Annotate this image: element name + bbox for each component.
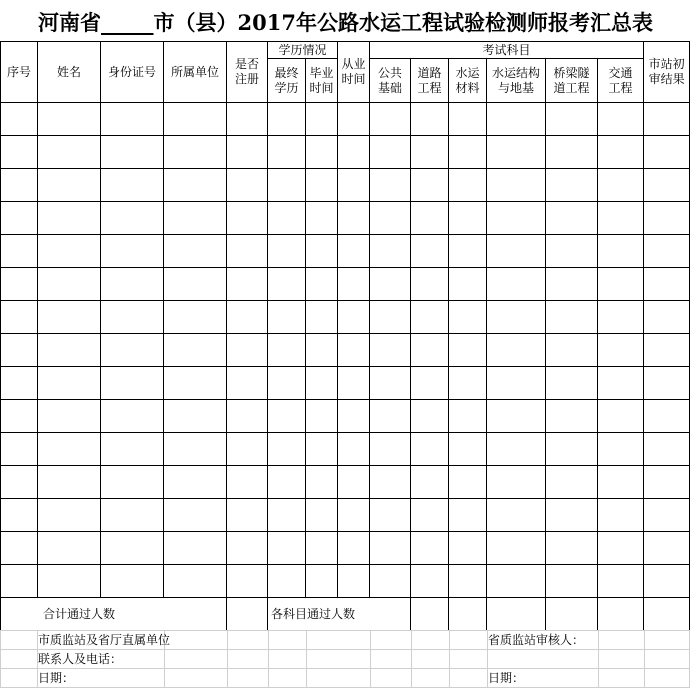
table-cell[interactable] (487, 235, 546, 268)
table-cell[interactable] (546, 136, 598, 169)
table-cell[interactable] (338, 499, 370, 532)
table-cell[interactable] (487, 169, 546, 202)
table-cell[interactable] (38, 169, 101, 202)
table-cell[interactable] (644, 532, 690, 565)
table-cell[interactable] (268, 202, 306, 235)
table-cell[interactable] (644, 301, 690, 334)
table-cell[interactable] (598, 565, 644, 598)
table-cell[interactable] (101, 334, 164, 367)
table-cell[interactable] (487, 499, 546, 532)
table-cell[interactable] (546, 565, 598, 598)
table-cell[interactable] (101, 565, 164, 598)
table-cell[interactable] (546, 433, 598, 466)
table-cell[interactable] (101, 136, 164, 169)
table-cell[interactable] (227, 466, 268, 499)
table-cell[interactable] (449, 334, 487, 367)
header-city-review-text: 市站初审结果 (648, 57, 685, 86)
subject-passed-label: 各科目通过人数 (268, 598, 411, 631)
table-cell[interactable] (227, 367, 268, 400)
table-cell[interactable] (411, 268, 449, 301)
table-cell[interactable] (487, 301, 546, 334)
table-cell[interactable] (1, 268, 38, 301)
header-work-time-text: 从业时间 (341, 57, 366, 86)
subject-passed-value[interactable] (546, 598, 598, 631)
table-cell[interactable] (101, 499, 164, 532)
table-cell[interactable] (449, 565, 487, 598)
table-cell[interactable] (164, 268, 227, 301)
table-row (1, 565, 690, 598)
table-cell[interactable] (644, 235, 690, 268)
summary-row (1, 598, 690, 631)
header-subjects-group: 考试科目 (370, 42, 644, 59)
table-cell[interactable] (227, 103, 268, 136)
table-cell[interactable] (338, 103, 370, 136)
table-cell[interactable] (306, 235, 338, 268)
table-cell[interactable] (449, 301, 487, 334)
table-cell[interactable] (598, 235, 644, 268)
table-cell[interactable] (370, 565, 411, 598)
table-cell[interactable] (1, 433, 38, 466)
table-cell[interactable] (164, 136, 227, 169)
subject-passed-value[interactable] (411, 598, 449, 631)
table-cell[interactable] (1, 103, 38, 136)
header-education-group: 学历情况 (268, 42, 338, 59)
table-cell[interactable] (598, 334, 644, 367)
table-cell[interactable] (1, 169, 38, 202)
table-cell[interactable] (338, 367, 370, 400)
table-cell[interactable] (487, 334, 546, 367)
table-row (1, 499, 690, 532)
table-cell[interactable] (449, 103, 487, 136)
table-cell[interactable] (101, 268, 164, 301)
table-cell[interactable] (306, 103, 338, 136)
table-cell[interactable] (546, 103, 598, 136)
table-cell[interactable] (449, 499, 487, 532)
table-cell[interactable] (644, 202, 690, 235)
table-cell[interactable] (306, 466, 338, 499)
table-cell[interactable] (268, 136, 306, 169)
table-cell[interactable] (268, 466, 306, 499)
table-cell[interactable] (268, 268, 306, 301)
header-city-review (644, 42, 690, 103)
table-cell[interactable] (411, 301, 449, 334)
header-registered (227, 42, 268, 103)
table-cell[interactable] (644, 367, 690, 400)
header-highest-edu-text: 最终学历 (274, 65, 299, 95)
table-cell[interactable] (487, 400, 546, 433)
table-cell[interactable] (449, 433, 487, 466)
footer-table (0, 630, 690, 688)
table-cell[interactable] (411, 499, 449, 532)
table-cell[interactable] (449, 367, 487, 400)
table-cell[interactable] (338, 169, 370, 202)
table-cell[interactable] (227, 433, 268, 466)
table-cell[interactable] (411, 400, 449, 433)
table-cell[interactable] (598, 433, 644, 466)
table-cell[interactable] (1, 202, 38, 235)
table-cell[interactable] (227, 400, 268, 433)
table-cell[interactable] (101, 532, 164, 565)
table-cell[interactable] (38, 565, 101, 598)
table-row (1, 268, 690, 301)
subject-passed-value[interactable] (449, 598, 487, 631)
table-cell[interactable] (164, 532, 227, 565)
table-cell[interactable] (268, 235, 306, 268)
table-row (1, 433, 690, 466)
table-cell[interactable] (370, 532, 411, 565)
table-cell[interactable] (268, 565, 306, 598)
table-cell[interactable] (338, 433, 370, 466)
table-cell[interactable] (306, 433, 338, 466)
table-cell[interactable] (227, 169, 268, 202)
table-cell[interactable] (644, 466, 690, 499)
table-cell[interactable] (411, 367, 449, 400)
table-cell[interactable] (370, 169, 411, 202)
table-cell[interactable] (644, 103, 690, 136)
footer-contact: 联系人及电话： (38, 652, 123, 666)
table-cell[interactable] (268, 103, 306, 136)
table-cell[interactable] (546, 268, 598, 301)
table-cell[interactable] (164, 169, 227, 202)
table-cell[interactable] (306, 565, 338, 598)
table-cell[interactable] (411, 103, 449, 136)
footer-date-left: 日期： (38, 671, 75, 685)
table-cell[interactable] (164, 235, 227, 268)
table-cell[interactable] (598, 400, 644, 433)
header-water-structure-text: 水运结构与地基 (492, 65, 541, 95)
table-cell[interactable] (370, 103, 411, 136)
table-row (1, 301, 690, 334)
table-cell[interactable] (227, 268, 268, 301)
table-cell[interactable] (101, 400, 164, 433)
header-highest-edu (268, 59, 306, 103)
total-passed-value[interactable] (227, 598, 268, 631)
table-cell[interactable] (101, 235, 164, 268)
table-cell[interactable] (38, 400, 101, 433)
table-cell[interactable] (411, 466, 449, 499)
table-row (1, 334, 690, 367)
table-cell[interactable] (338, 532, 370, 565)
table-cell[interactable] (338, 268, 370, 301)
table-cell[interactable] (370, 433, 411, 466)
table-cell[interactable] (411, 169, 449, 202)
table-cell[interactable] (227, 565, 268, 598)
table-cell[interactable] (268, 433, 306, 466)
footer-date-right: 日期： (488, 671, 525, 685)
table-cell[interactable] (487, 532, 546, 565)
header-grad-time (306, 59, 338, 103)
table-cell[interactable] (1, 301, 38, 334)
header-registered-text: 是否注册 (234, 57, 259, 86)
table-cell[interactable] (644, 433, 690, 466)
table-row (1, 235, 690, 268)
table-cell[interactable] (338, 235, 370, 268)
table-cell[interactable] (487, 565, 546, 598)
table-cell[interactable] (38, 301, 101, 334)
table-cell[interactable] (487, 103, 546, 136)
table-cell[interactable] (338, 400, 370, 433)
table-cell[interactable] (546, 499, 598, 532)
header-bridge-tunnel (546, 59, 598, 103)
table-cell[interactable] (306, 169, 338, 202)
table-cell[interactable] (1, 400, 38, 433)
table-cell[interactable] (38, 499, 101, 532)
table-cell[interactable] (306, 136, 338, 169)
table-cell[interactable] (598, 466, 644, 499)
header-name: 姓名 (38, 42, 101, 103)
table-cell[interactable] (546, 169, 598, 202)
table-cell[interactable] (227, 499, 268, 532)
table-cell[interactable] (411, 235, 449, 268)
table-cell[interactable] (268, 532, 306, 565)
table-cell[interactable] (487, 202, 546, 235)
footer-province-reviewer: 省质监站审核人： (488, 633, 585, 647)
table-cell[interactable] (487, 466, 546, 499)
table-cell[interactable] (338, 334, 370, 367)
table-cell[interactable] (1, 367, 38, 400)
table-cell[interactable] (411, 532, 449, 565)
table-cell[interactable] (101, 301, 164, 334)
header-work-time (338, 42, 370, 103)
table-cell[interactable] (268, 367, 306, 400)
table-cell[interactable] (306, 202, 338, 235)
table-row (1, 466, 690, 499)
table-cell[interactable] (370, 202, 411, 235)
table-cell[interactable] (370, 400, 411, 433)
table-cell[interactable] (644, 268, 690, 301)
table-cell[interactable] (306, 367, 338, 400)
table-cell[interactable] (411, 136, 449, 169)
table-cell[interactable] (1, 466, 38, 499)
table-cell[interactable] (449, 400, 487, 433)
table-cell[interactable] (101, 103, 164, 136)
table-cell[interactable] (370, 499, 411, 532)
table-cell[interactable] (487, 367, 546, 400)
table-cell[interactable] (449, 268, 487, 301)
table-cell[interactable] (598, 202, 644, 235)
table-cell[interactable] (546, 466, 598, 499)
table-cell[interactable] (268, 301, 306, 334)
table-cell[interactable] (487, 433, 546, 466)
table-cell[interactable] (306, 400, 338, 433)
table-cell[interactable] (164, 400, 227, 433)
table-cell[interactable] (546, 334, 598, 367)
header-traffic (598, 59, 644, 103)
table-cell[interactable] (370, 301, 411, 334)
header-id-no: 身份证号 (101, 42, 164, 103)
table-cell[interactable] (101, 367, 164, 400)
table-cell[interactable] (411, 433, 449, 466)
table-cell[interactable] (546, 301, 598, 334)
table-cell[interactable] (598, 532, 644, 565)
table-cell[interactable] (164, 301, 227, 334)
table-cell[interactable] (227, 301, 268, 334)
table-cell[interactable] (1, 334, 38, 367)
table-cell[interactable] (598, 103, 644, 136)
table-cell[interactable] (644, 400, 690, 433)
table-cell[interactable] (38, 433, 101, 466)
table-cell[interactable] (38, 103, 101, 136)
table-cell[interactable] (449, 169, 487, 202)
table-row (1, 103, 690, 136)
total-passed-label: 合计通过人数 (1, 598, 227, 631)
table-cell[interactable] (164, 202, 227, 235)
header-road-text: 道路工程 (417, 65, 442, 95)
table-cell[interactable] (306, 499, 338, 532)
table-cell[interactable] (338, 466, 370, 499)
table-cell[interactable] (370, 367, 411, 400)
table-cell[interactable] (268, 169, 306, 202)
page-title: 河南省_____市（县）2017年公路水运工程试验检测师报考汇总表 (38, 10, 653, 35)
table-cell[interactable] (38, 532, 101, 565)
header-bridge-tunnel-text: 桥梁隧道工程 (553, 65, 590, 95)
table-cell[interactable] (164, 103, 227, 136)
subject-passed-value[interactable] (487, 598, 546, 631)
table-cell[interactable] (164, 466, 227, 499)
table-cell[interactable] (449, 532, 487, 565)
table-row (1, 169, 690, 202)
table-cell[interactable] (38, 367, 101, 400)
table-cell[interactable] (449, 235, 487, 268)
table-cell[interactable] (546, 202, 598, 235)
table-cell[interactable] (227, 202, 268, 235)
table-cell[interactable] (164, 334, 227, 367)
table-cell[interactable] (598, 169, 644, 202)
header-traffic-text: 交通工程 (608, 65, 633, 95)
table-cell[interactable] (38, 268, 101, 301)
table-cell[interactable] (227, 136, 268, 169)
table-cell[interactable] (487, 136, 546, 169)
table-cell[interactable] (546, 367, 598, 400)
table-cell[interactable] (38, 136, 101, 169)
header-water-structure (487, 59, 546, 103)
table-cell[interactable] (411, 565, 449, 598)
table-cell[interactable] (38, 334, 101, 367)
table-cell[interactable] (370, 334, 411, 367)
table-cell[interactable] (644, 565, 690, 598)
header-public-basic-text: 公共基础 (378, 65, 403, 95)
table-cell[interactable] (598, 499, 644, 532)
table-cell[interactable] (101, 466, 164, 499)
table-cell[interactable] (546, 235, 598, 268)
table-cell[interactable] (644, 169, 690, 202)
summary-table (0, 41, 690, 631)
table-cell[interactable] (164, 367, 227, 400)
table-cell[interactable] (101, 169, 164, 202)
table-cell[interactable] (598, 268, 644, 301)
table-cell[interactable] (164, 565, 227, 598)
table-cell[interactable] (1, 499, 38, 532)
table-cell[interactable] (101, 433, 164, 466)
table-cell[interactable] (338, 565, 370, 598)
table-cell[interactable] (644, 136, 690, 169)
table-cell[interactable] (227, 532, 268, 565)
header-road (411, 59, 449, 103)
table-cell[interactable] (306, 532, 338, 565)
table-cell[interactable] (546, 532, 598, 565)
table-cell[interactable] (164, 433, 227, 466)
table-cell[interactable] (338, 136, 370, 169)
table-cell[interactable] (598, 301, 644, 334)
table-cell[interactable] (101, 202, 164, 235)
table-cell[interactable] (1, 565, 38, 598)
table-cell[interactable] (38, 466, 101, 499)
table-cell[interactable] (411, 334, 449, 367)
header-seq: 序号 (1, 42, 38, 103)
table-cell[interactable] (38, 235, 101, 268)
table-cell[interactable] (598, 136, 644, 169)
footer-city-unit: 市质监站及省厅直属单位 (38, 633, 171, 647)
table-cell[interactable] (411, 202, 449, 235)
table-row (1, 136, 690, 169)
table-cell[interactable] (338, 202, 370, 235)
table-cell[interactable] (38, 202, 101, 235)
table-cell[interactable] (644, 334, 690, 367)
subject-passed-value[interactable] (644, 598, 690, 631)
table-cell[interactable] (306, 268, 338, 301)
table-cell[interactable] (306, 301, 338, 334)
table-cell[interactable] (449, 466, 487, 499)
table-cell[interactable] (227, 334, 268, 367)
table-row (1, 202, 690, 235)
table-row (1, 367, 690, 400)
table-cell[interactable] (1, 235, 38, 268)
header-unit: 所属单位 (164, 42, 227, 103)
header-public-basic (370, 59, 411, 103)
table-cell[interactable] (268, 400, 306, 433)
table-row (1, 532, 690, 565)
header-water-material (449, 59, 487, 103)
table-cell[interactable] (338, 301, 370, 334)
table-cell[interactable] (1, 136, 38, 169)
table-row (1, 400, 690, 433)
table-cell[interactable] (370, 136, 411, 169)
subject-passed-value[interactable] (598, 598, 644, 631)
table-cell[interactable] (227, 235, 268, 268)
table-cell[interactable] (370, 466, 411, 499)
header-water-material-text: 水运材料 (455, 65, 480, 95)
table-cell[interactable] (598, 367, 644, 400)
table-cell[interactable] (449, 202, 487, 235)
table-cell[interactable] (268, 499, 306, 532)
table-cell[interactable] (546, 400, 598, 433)
table-cell[interactable] (268, 334, 306, 367)
table-cell[interactable] (1, 532, 38, 565)
header-grad-time-text: 毕业时间 (309, 65, 334, 95)
table-cell[interactable] (164, 499, 227, 532)
table-cell[interactable] (370, 235, 411, 268)
table-cell[interactable] (306, 334, 338, 367)
table-cell[interactable] (370, 268, 411, 301)
table-cell[interactable] (644, 499, 690, 532)
table-cell[interactable] (449, 136, 487, 169)
table-cell[interactable] (487, 268, 546, 301)
